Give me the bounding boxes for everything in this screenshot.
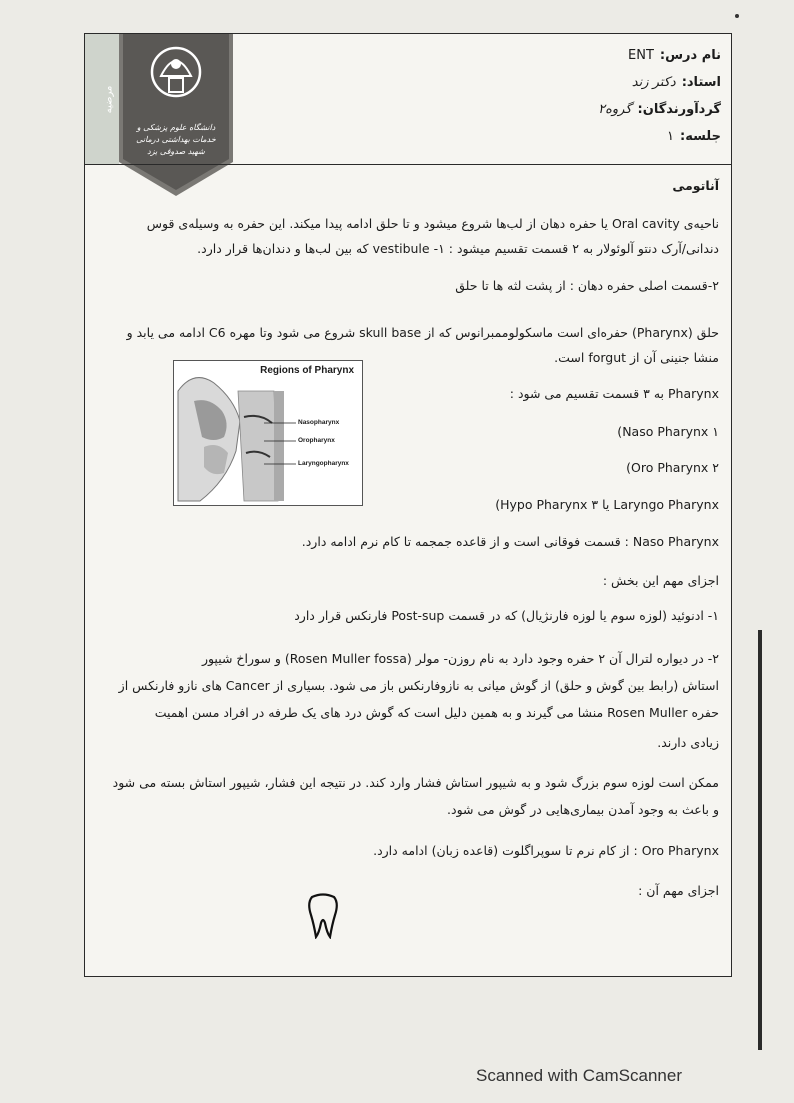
tooth-icon (306, 893, 340, 939)
p8-line4: زیادی دارند. (657, 735, 719, 750)
header-divider (85, 164, 731, 165)
figure-title: Regions of Pharynx (260, 365, 354, 376)
p6: اجزای مهم این بخش : (602, 573, 719, 588)
p3-line2: منشا جنینی آن از forgut است. (554, 350, 719, 365)
p4: Pharynx به ۳ قسمت تقسیم می شود : (509, 386, 719, 401)
p8-line1: ۲- در دیواره لترال آن ۲ حفره وجود دارد به نام روزن- مولر (Rosen Muller fossa) و سوراخ شیپور (201, 651, 719, 666)
p8-line3: حفره Rosen Muller منشا می گیرند و به همین دلیل است که گوش درد های یک طرفه در افراد مسن اهمیت (154, 705, 719, 720)
session-row (598, 123, 721, 150)
compilers-label: گردآورندگان: (637, 102, 721, 117)
badge-text: دانشگاه علوم پزشکی و خدمات بهداشتی درمانی شهید صدوقی یزد (136, 123, 216, 156)
scan-edge-bar (758, 630, 762, 1050)
p5: Naso Pharynx : قسمت فوقانی است و از قاعده جمجمه تا کام نرم ادامه دارد. (301, 534, 719, 549)
p1-line1: ناحیه‌ی Oral cavity یا حفره دهان از لب‌ها شروع میشود و تا حلق ادامه پیدا میکند. این حفره به وسیله‌ی قوس (146, 216, 719, 231)
side-strip-text: مرضیه (103, 85, 115, 114)
p2: ۲-قسمت اصلی حفره دهان : از پشت لثه ها تا حلق (455, 278, 719, 293)
p7: ۱- ادنوئید (لوزه سوم یا لوزه فارنژیال) که در قسمت Post-sup فارنکس قرار دارد (294, 608, 719, 623)
course-value: ENT (628, 48, 654, 63)
p11: اجزای مهم آن : (638, 883, 719, 898)
badge-shape-icon (119, 34, 233, 196)
p3-line1: حلق (Pharynx) حفره‌ای است ماسکولوممبرانوس که از skull base شروع می شود وتا مهره C6 ادامه می یابد و (126, 325, 719, 340)
p9-line2: و باعث به وجود آمدن بیماری‌هایی در گوش می شود. (447, 802, 719, 817)
pharynx-figure (173, 360, 363, 506)
list-item-1: Naso Pharynx ۱) (617, 424, 719, 439)
session-label: جلسه: (680, 129, 721, 144)
section-heading: آناتومی (672, 178, 719, 193)
figure-label-laryngopharynx: Laryngopharynx (298, 460, 349, 467)
session-value: ۱ (667, 129, 674, 144)
p1-line2: دندانی/آرک دنتو آلوئولار به ۲ قسمت تقسیم میشود : ۱- vestibule که بین لب‌ها و دندان‌ها قرار دارد. (197, 241, 719, 256)
compilers-value: گروه۲ (598, 102, 632, 117)
p9-line1: ممکن است لوزه سوم بزرگ شود و به شیپور استاش فشار وارد کند. در نتیجه این فشار، شیپور استاش بسته می شود (112, 775, 719, 790)
list-item-2: Oro Pharynx ۲) (626, 460, 719, 475)
header-meta (598, 42, 721, 150)
figure-label-nasopharynx: Nasopharynx (298, 419, 340, 426)
teacher-label: استاد: (681, 75, 721, 90)
p8-line2: استاش (رابط بین گوش و حلق) از گوش میانی به نازوفارنکس باز می شود. بسیاری از Cancer های نازو فارنکس از (118, 678, 719, 693)
side-strip (85, 34, 119, 164)
scan-speck (735, 14, 739, 18)
note-page (84, 33, 732, 977)
teacher-value: دکتر زند (631, 75, 676, 90)
course-label: نام درس: (659, 48, 721, 63)
teacher-row (598, 69, 721, 96)
list-item-3: Laryngo Pharynx یا Hypo Pharynx ۳) (495, 497, 719, 512)
compilers-row (598, 96, 721, 123)
pharynx-illustration-icon (174, 361, 362, 505)
course-row (598, 42, 721, 69)
scanner-watermark: Scanned with CamScanner (476, 1066, 683, 1085)
figure-label-oropharynx: Oropharynx (298, 437, 335, 444)
university-badge (119, 34, 233, 196)
p10: Oro Pharynx : از کام نرم تا سوپراگلوت (قاعده زبان) ادامه دارد. (373, 843, 719, 858)
